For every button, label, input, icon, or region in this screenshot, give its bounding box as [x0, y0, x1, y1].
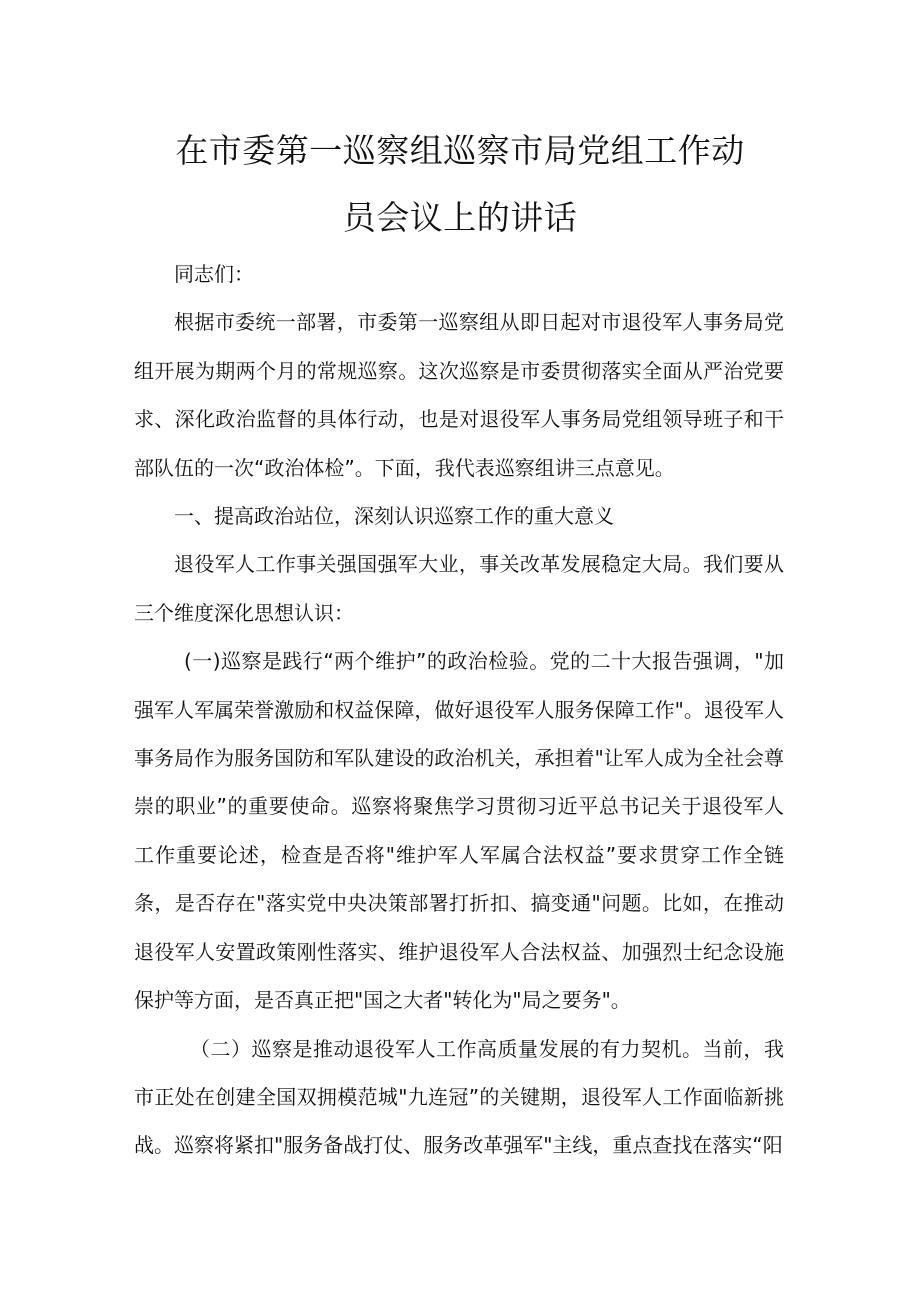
salutation: 同志们： [174, 262, 254, 286]
paragraph-intro: 根据市委统一部署，市委第一巡察组从即日起对市退役军人事务局党组开展为期两个月的常规巡察。这次巡察是市委贯彻落实全面从严治党要求、深化政治监督的具体行动，也是对退役军人事务局党组领导班子和干部队伍的一次“政治体检”。下面，我代表巡察组讲三点意见。 [134, 310, 784, 480]
document-title-line-2: 员会议上的讲话 [342, 198, 578, 237]
document-title-line-1: 在市委第一巡察组巡察市局党组工作动 [175, 131, 745, 170]
paragraph-point-2: （二）巡察是推动退役军人工作高质量发展的有力契机。当前，我市正处在创建全国双拥模范城"九连冠”的关键期，退役军人工作面临新挑战。巡察将紧扣"服务备战打仗、服务改革强军"主线，重点查找在落实“阳 [134, 1036, 784, 1158]
paragraph-section-1-intro: 退役军人工作事关强国强军大业，事关改革发展稳定大局。我们要从三个维度深化思想认识： [134, 552, 784, 625]
document-body [134, 250, 784, 1170]
section-heading-1: 一、提高政治站位，深刻认识巡察工作的重大意义 [174, 504, 614, 529]
paragraph-point-1: (一)巡察是践行“两个维护”的政治检验。党的二十大报告强调，"加强军人军属荣誉激励和权益保障，做好退役军人服务保障工作"。退役军人事务局作为服务国防和军队建设的政治机关，承担着"让军人成为全社会尊崇的职业”的重要使命。巡察将聚焦学习贯彻习近平总书记关于退役军人工作重要论述，检查是否将"维护军人军属合法权益”要求贯穿工作全链条，是否存在"落实党中央决策部署打折扣、搞变通"问题。比如，在推动退役军人安置政策刚性落实、维护退役军人合法权益、加强烈士纪念设施保护等方面，是否真正把"国之大者"转化为"局之要务"。 [134, 649, 784, 1013]
